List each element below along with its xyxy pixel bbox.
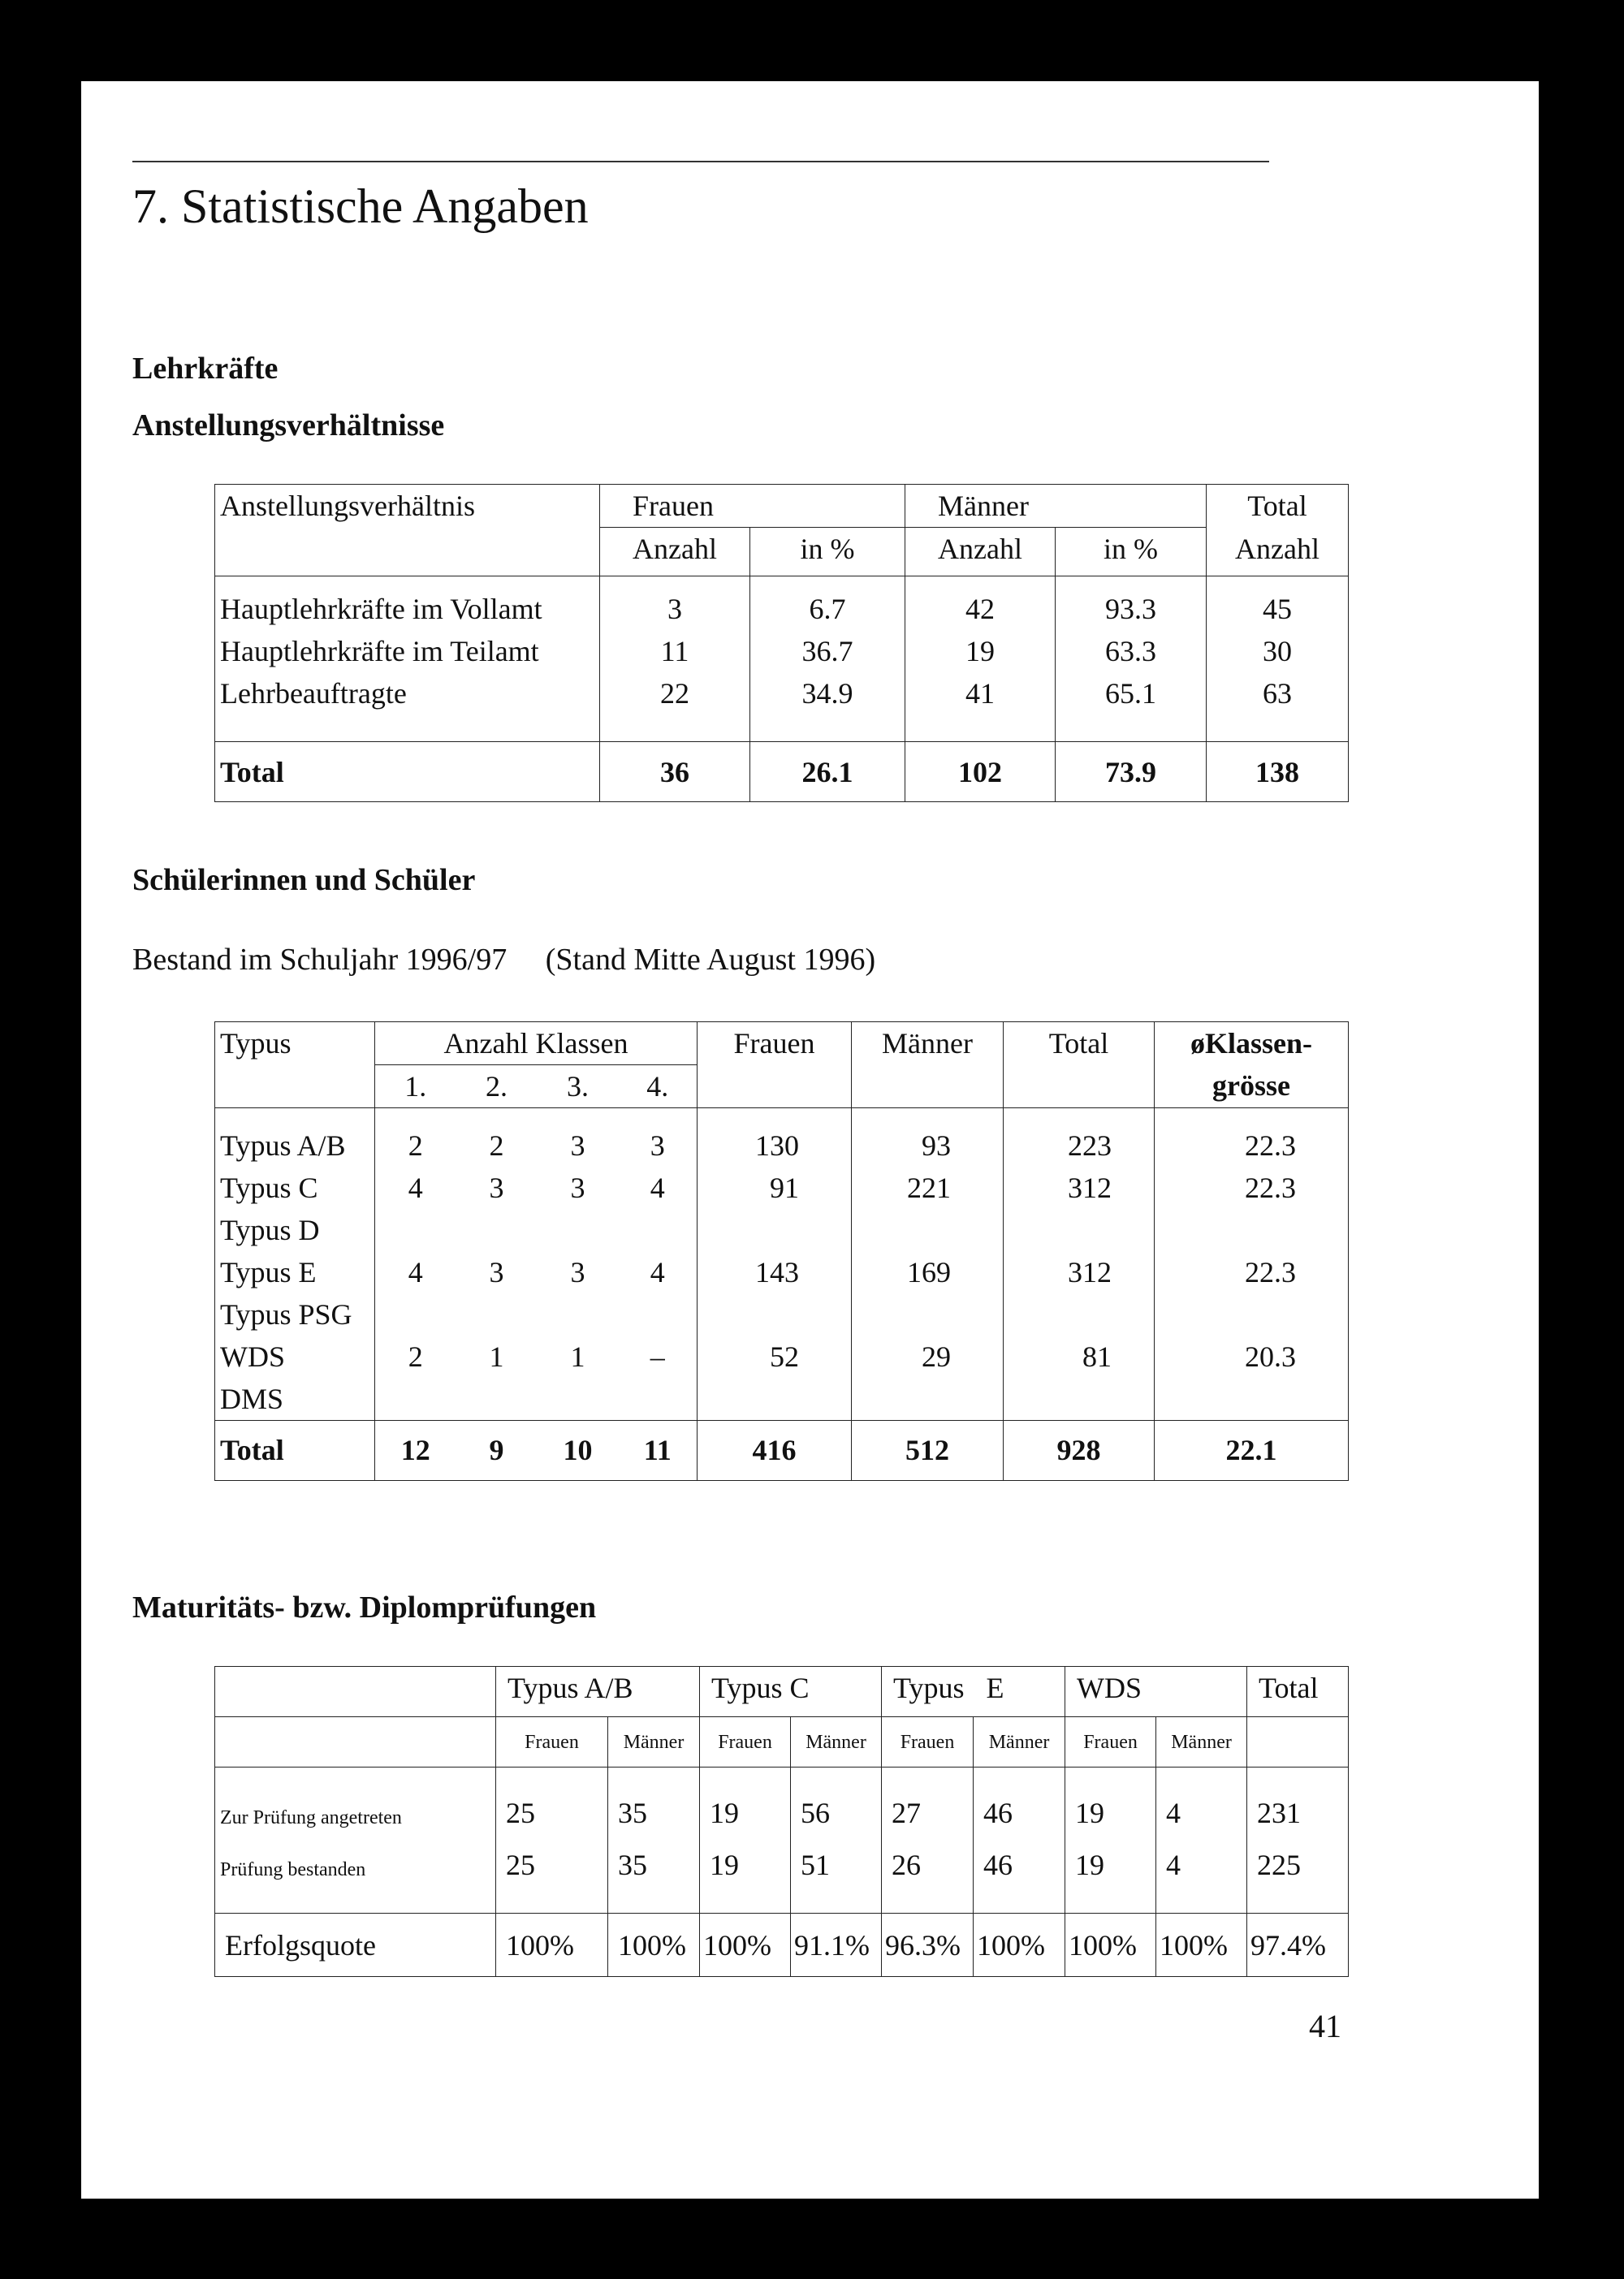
cell: 100% [700,1914,791,1977]
table-row [215,1251,1349,1293]
group-wds: WDS [1065,1667,1247,1717]
sub-maenner-anzahl: Anzahl [905,528,1056,576]
cell [456,1209,538,1251]
header-frauen: Frauen [600,485,905,528]
cell: 27 [882,1792,974,1844]
table-row [215,1124,1349,1167]
cell [698,1293,852,1336]
header-total: Total [1004,1022,1155,1108]
cell: 65.1 [1056,672,1207,714]
cell [1155,1378,1349,1421]
sub-klasse-4: 4. [619,1065,698,1108]
row-label: Typus E [215,1251,375,1293]
cell: – [619,1336,698,1378]
table-pruefungen [214,1666,1349,1977]
cell: 73.9 [1056,742,1207,802]
cell: 512 [852,1420,1004,1480]
group-total: Total [1247,1667,1349,1717]
cell: 928 [1004,1420,1155,1480]
cell [375,1293,456,1336]
section-heading-pruefungen: Maturitäts- bzw. Diplomprüfungen [132,1591,597,1625]
sub-klasse-1: 1. [375,1065,456,1108]
row-label: Hauptlehrkräfte im Teilamt [215,630,600,672]
cell: 35 [608,1792,700,1844]
cell: 51 [791,1844,882,1896]
cell: 100% [1156,1914,1247,1977]
row-label: Lehrbeauftragte [215,672,600,714]
sub-maenner: Männer [974,1717,1065,1768]
cell: 169 [852,1251,1004,1293]
sub-maenner: Männer [608,1717,700,1768]
sub-klasse-3: 3. [538,1065,619,1108]
table-schueler [214,1021,1349,1481]
cell: 4 [375,1251,456,1293]
cell: 19 [905,630,1056,672]
page-title: 7. Statistische Angaben [132,179,589,233]
sub-frauen: Frauen [1065,1717,1156,1768]
cell: 34.9 [750,672,905,714]
cell [456,1293,538,1336]
page-number: 41 [1309,2008,1341,2044]
table-row [215,672,1349,714]
cell: 9 [456,1420,538,1480]
cell [1155,1293,1349,1336]
cell: 30 [1207,630,1349,672]
sub-frauen: Frauen [700,1717,791,1768]
cell: 22 [600,672,750,714]
cell: 100% [1065,1914,1156,1977]
cell [375,1378,456,1421]
row-label: WDS [215,1336,375,1378]
cell: 96.3% [882,1914,974,1977]
cell: 143 [698,1251,852,1293]
header-klassengroesse [1155,1022,1349,1108]
cell: 312 [1004,1251,1155,1293]
cell: 42 [905,588,1056,630]
cell: 25 [496,1844,608,1896]
total-label: Total [215,1420,375,1480]
cell: 22.3 [1155,1251,1349,1293]
quote-row [215,1914,1349,1977]
cell: 223 [1004,1124,1155,1167]
cell: 6.7 [750,588,905,630]
sub-frauen-anzahl: Anzahl [600,528,750,576]
header-klassengroesse-line1: øKlassen- [1190,1027,1312,1060]
cell: 3 [570,1255,585,1288]
corner-cell [215,1717,496,1768]
bestand-intro: Bestand im Schuljahr 1996/97 (Stand Mitte August 1996) [132,943,876,977]
cell: 100% [496,1914,608,1977]
corner-cell [215,1667,496,1717]
cell: 3 [570,1171,585,1204]
header-rule [132,161,1269,162]
table-row [215,588,1349,630]
cell: 46 [974,1844,1065,1896]
cell: 3 [489,1255,504,1288]
cell: 3 [489,1171,504,1204]
header-maenner: Männer [852,1022,1004,1108]
row-label: Zur Prüfung angetreten [215,1792,496,1844]
cell: 4 [1156,1844,1247,1896]
header-anstellungsverhaeltnis: Anstellungsverhältnis [215,485,600,576]
row-label: Hauptlehrkräfte im Vollamt [215,588,600,630]
cell: 11 [619,1420,698,1480]
cell: 56 [791,1792,882,1844]
cell [619,1293,698,1336]
row-label: DMS [215,1378,375,1421]
cell: 4 [1156,1792,1247,1844]
cell: 63 [1207,672,1349,714]
cell: 225 [1247,1844,1349,1896]
sub-frauen: Frauen [882,1717,974,1768]
cell: 221 [852,1167,1004,1209]
row-label: Prüfung bestanden [215,1844,496,1896]
cell: 4 [619,1251,698,1293]
cell: 91 [698,1167,852,1209]
header-typus: Typus [215,1022,375,1108]
cell [698,1378,852,1421]
cell [698,1209,852,1251]
cell: 41 [905,672,1056,714]
cell: 19 [700,1844,791,1896]
cell [1004,1378,1155,1421]
cell [375,1209,456,1251]
cell [1155,1209,1349,1251]
cell: 91.1% [791,1914,882,1977]
cell: 20.3 [1155,1336,1349,1378]
total-row [215,742,1349,802]
sub-frauen: Frauen [496,1717,608,1768]
cell: 81 [1004,1336,1155,1378]
cell: 1 [489,1340,504,1373]
cell [619,1209,698,1251]
cell: 100% [974,1914,1065,1977]
cell: 19 [700,1792,791,1844]
empty-cell [1247,1717,1349,1768]
total-row [215,1420,1349,1480]
cell: 11 [600,630,750,672]
cell: 10 [538,1420,619,1480]
cell: 45 [1207,588,1349,630]
quote-label: Erfolgsquote [215,1914,496,1977]
header-anzahl-klassen: Anzahl Klassen [375,1022,698,1065]
header-total: Total [1207,485,1349,528]
row-label: Typus PSG [215,1293,375,1336]
cell: 231 [1247,1792,1349,1844]
table-row [215,1209,1349,1251]
cell: 12 [375,1420,456,1480]
cell: 26.1 [750,742,905,802]
header-klassengroesse-line2: grösse [1212,1069,1290,1102]
row-label: Typus A/B [215,1124,375,1167]
cell: 100% [608,1914,700,1977]
cell: 130 [698,1124,852,1167]
cell: 4 [619,1167,698,1209]
cell: 2 [375,1336,456,1378]
cell: 3 [619,1124,698,1167]
sub-maenner: Männer [1156,1717,1247,1768]
cell: 29 [852,1336,1004,1378]
cell: 46 [974,1792,1065,1844]
cell [1004,1293,1155,1336]
cell: 2 [375,1124,456,1167]
cell: 138 [1207,742,1349,802]
cell: 2 [489,1129,504,1162]
group-typus-e: Typus E [882,1667,1065,1717]
cell: 22.1 [1155,1420,1349,1480]
cell: 19 [1065,1792,1156,1844]
sub-maenner: Männer [791,1717,882,1768]
cell [538,1209,619,1251]
group-typus-ab: Typus A/B [496,1667,700,1717]
row-label: Typus C [215,1167,375,1209]
cell: 93 [852,1124,1004,1167]
cell: 22.3 [1155,1167,1349,1209]
sub-klasse-2: 2. [456,1065,538,1108]
cell: 312 [1004,1167,1155,1209]
cell: 4 [375,1167,456,1209]
cell [619,1378,698,1421]
cell: 416 [698,1420,852,1480]
cell: 22.3 [1155,1124,1349,1167]
cell: 63.3 [1056,630,1207,672]
cell: 25 [496,1792,608,1844]
subheading-anstellungsverhaeltnisse: Anstellungsverhältnisse [132,408,445,442]
table-row [215,630,1349,672]
table-anstellungsverhaeltnisse [214,484,1349,802]
header-maenner: Männer [905,485,1207,528]
table-row [215,1293,1349,1336]
cell: 36.7 [750,630,905,672]
cell: 97.4% [1247,1914,1349,1977]
header-frauen: Frauen [698,1022,852,1108]
cell [538,1293,619,1336]
cell: 35 [608,1844,700,1896]
cell: 3 [600,588,750,630]
cell: 19 [1065,1844,1156,1896]
table-row [215,1792,1349,1844]
cell: 26 [882,1844,974,1896]
cell: 1 [570,1340,585,1373]
table-row [215,1378,1349,1421]
cell [852,1378,1004,1421]
section-heading-schueler: Schülerinnen und Schüler [132,863,476,897]
sub-total-anzahl: Anzahl [1207,528,1349,576]
cell [852,1293,1004,1336]
group-typus-c: Typus C [700,1667,882,1717]
table-row [215,1844,1349,1896]
table-row [215,1167,1349,1209]
cell [538,1378,619,1421]
cell: 52 [698,1336,852,1378]
cell: 93.3 [1056,588,1207,630]
row-label: Typus D [215,1209,375,1251]
total-label: Total [215,742,600,802]
cell [456,1378,538,1421]
cell: 3 [570,1129,585,1162]
sub-maenner-in-pct: in % [1056,528,1207,576]
table-row [215,1336,1349,1378]
cell [852,1209,1004,1251]
section-heading-lehrkraefte: Lehrkräfte [132,352,279,386]
sub-frauen-in-pct: in % [750,528,905,576]
cell: 36 [600,742,750,802]
cell [1004,1209,1155,1251]
cell: 102 [905,742,1056,802]
